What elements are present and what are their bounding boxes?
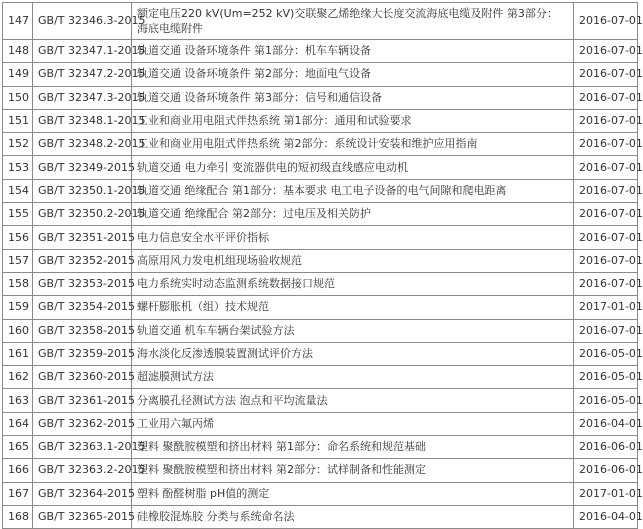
row-number: 153 — [3, 156, 33, 179]
standard-title: 分离膜孔径测试方法 泡点和平均流量法 — [132, 389, 574, 412]
row-number: 162 — [3, 366, 33, 389]
table-row — [3, 86, 638, 109]
standard-title: 海水淡化反渗透膜装置测试评价方法 — [132, 342, 574, 365]
table-row — [3, 272, 638, 295]
standard-title: 高原用风力发电机组现场验收规范 — [132, 249, 574, 272]
table-row — [3, 249, 638, 272]
table-row — [3, 342, 638, 365]
effective-date: 2016-07-01 — [574, 319, 638, 342]
effective-date: 2016-07-01 — [574, 40, 638, 63]
standard-title: 工业用六氟丙烯 — [132, 412, 574, 435]
row-number: 157 — [3, 249, 33, 272]
standard-code: GB/T 32364-2015 — [33, 482, 132, 505]
standard-title: 塑料 聚酰胺模塑和挤出材料 第1部分：命名系统和规范基础 — [132, 436, 574, 459]
standard-title: 轨道交通 电力牵引 变流器供电的短初级直线感应电动机 — [132, 156, 574, 179]
standard-title: 轨道交通 绝缘配合 第1部分：基本要求 电工电子设备的电气间隙和爬电距离 — [132, 179, 574, 202]
row-number: 156 — [3, 226, 33, 249]
effective-date: 2016-07-01 — [574, 226, 638, 249]
row-number: 167 — [3, 482, 33, 505]
effective-date: 2016-05-01 — [574, 342, 638, 365]
effective-date: 2016-07-01 — [574, 86, 638, 109]
standard-code: GB/T 32347.1-2015 — [33, 40, 132, 63]
standard-code: GB/T 32347.2-2015 — [33, 63, 132, 86]
table-row — [3, 505, 638, 528]
effective-date: 2016-07-01 — [574, 133, 638, 156]
standard-title: 轨道交通 设备环境条件 第1部分：机车车辆设备 — [132, 40, 574, 63]
standard-code: GB/T 32353-2015 — [33, 272, 132, 295]
effective-date: 2016-07-01 — [574, 272, 638, 295]
standard-code: GB/T 32358-2015 — [33, 319, 132, 342]
standard-title: 工业和商业用电阻式伴热系统 第2部分：系统设计安装和维护应用指南 — [132, 133, 574, 156]
table-row — [3, 482, 638, 505]
table-row — [3, 459, 638, 482]
effective-date: 2016-06-01 — [574, 436, 638, 459]
effective-date: 2016-04-01 — [574, 505, 638, 528]
standard-code: GB/T 32354-2015 — [33, 296, 132, 319]
effective-date: 2016-07-01 — [574, 63, 638, 86]
effective-date: 2016-04-01 — [574, 412, 638, 435]
table-row — [3, 296, 638, 319]
row-number: 154 — [3, 179, 33, 202]
effective-date: 2016-07-01 — [574, 109, 638, 132]
standard-title: 轨道交通 绝缘配合 第2部分：过电压及相关防护 — [132, 203, 574, 226]
standard-title: 螺杆膨胀机（组）技术规范 — [132, 296, 574, 319]
effective-date: 2016-07-01 — [574, 3, 638, 40]
standard-title: 塑料 聚酰胺模塑和挤出材料 第2部分：试样制备和性能测定 — [132, 459, 574, 482]
standard-title: 塑料 酚醛树脂 pH值的测定 — [132, 482, 574, 505]
effective-date: 2016-05-01 — [574, 366, 638, 389]
standard-title: 超滤膜测试方法 — [132, 366, 574, 389]
standard-code: GB/T 32348.2-2015 — [33, 133, 132, 156]
table-row — [3, 366, 638, 389]
row-number: 161 — [3, 342, 33, 365]
effective-date: 2016-05-01 — [574, 389, 638, 412]
standard-title: 电力信息安全水平评价指标 — [132, 226, 574, 249]
row-number: 147 — [3, 3, 33, 40]
row-number: 164 — [3, 412, 33, 435]
standard-code: GB/T 32350.2-2015 — [33, 203, 132, 226]
row-number: 152 — [3, 133, 33, 156]
standard-code: GB/T 32365-2015 — [33, 505, 132, 528]
standard-title: 轨道交通 设备环境条件 第2部分：地面电气设备 — [132, 63, 574, 86]
standard-code: GB/T 32359-2015 — [33, 342, 132, 365]
standard-code: GB/T 32363.2-2015 — [33, 459, 132, 482]
table-row — [3, 436, 638, 459]
effective-date: 2016-07-01 — [574, 179, 638, 202]
effective-date: 2016-06-01 — [574, 459, 638, 482]
row-number: 168 — [3, 505, 33, 528]
standards-table-body — [3, 3, 643, 529]
standard-code: GB/T 32347.3-2015 — [33, 86, 132, 109]
table-row — [3, 3, 638, 40]
table-row — [3, 412, 638, 435]
table-row — [3, 319, 638, 342]
table-row — [3, 156, 638, 179]
effective-date: 2016-07-01 — [574, 249, 638, 272]
standard-title: 硅橡胶混炼胶 分类与系统命名法 — [132, 505, 574, 528]
standard-code: GB/T 32352-2015 — [33, 249, 132, 272]
row-number: 166 — [3, 459, 33, 482]
table-row — [3, 226, 638, 249]
table-row — [3, 179, 638, 202]
row-number: 148 — [3, 40, 33, 63]
table-row — [3, 40, 638, 63]
standard-code: GB/T 32361-2015 — [33, 389, 132, 412]
row-number: 165 — [3, 436, 33, 459]
table-row — [3, 389, 638, 412]
table-row — [3, 203, 638, 226]
row-number: 160 — [3, 319, 33, 342]
standard-code: GB/T 32348.1-2015 — [33, 109, 132, 132]
effective-date: 2017-01-01 — [574, 296, 638, 319]
standard-title: 轨道交通 机车车辆台架试验方法 — [132, 319, 574, 342]
standards-table — [2, 2, 643, 529]
standard-title: 轨道交通 设备环境条件 第3部分：信号和通信设备 — [132, 86, 574, 109]
row-number: 149 — [3, 63, 33, 86]
standard-code: GB/T 32346.3-2015 — [33, 3, 132, 40]
standard-code: GB/T 32363.1-2015 — [33, 436, 132, 459]
row-number: 158 — [3, 272, 33, 295]
row-number: 151 — [3, 109, 33, 132]
effective-date: 2016-07-01 — [574, 203, 638, 226]
standard-title: 电力系统实时动态监测系统数据接口规范 — [132, 272, 574, 295]
standard-code: GB/T 32349-2015 — [33, 156, 132, 179]
standard-code: GB/T 32360-2015 — [33, 366, 132, 389]
row-number: 155 — [3, 203, 33, 226]
standard-title: 额定电压220 kV(Um=252 kV)交联聚乙烯绝缘大长度交流海底电缆及附件 第3部分：海底电缆附件 — [132, 3, 574, 40]
table-row — [3, 133, 638, 156]
row-number: 163 — [3, 389, 33, 412]
row-number: 150 — [3, 86, 33, 109]
table-row — [3, 109, 638, 132]
row-number: 159 — [3, 296, 33, 319]
standard-code: GB/T 32362-2015 — [33, 412, 132, 435]
table-row — [3, 63, 638, 86]
effective-date: 2016-07-01 — [574, 156, 638, 179]
standard-title: 工业和商业用电阻式伴热系统 第1部分：通用和试验要求 — [132, 109, 574, 132]
effective-date: 2017-01-01 — [574, 482, 638, 505]
standard-code: GB/T 32351-2015 — [33, 226, 132, 249]
standard-code: GB/T 32350.1-2015 — [33, 179, 132, 202]
